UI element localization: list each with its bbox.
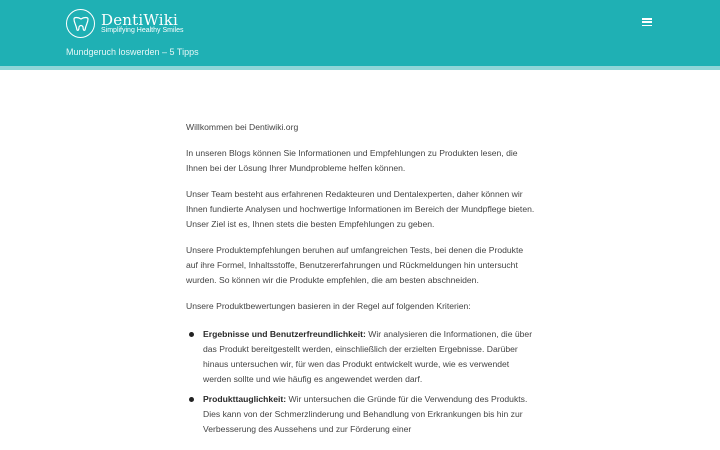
article-body xyxy=(186,120,536,442)
tooth-logo-icon xyxy=(66,9,95,38)
criteria-intro-paragraph: Unsere Produktbewertungen basieren in der Regel auf folgenden Kriterien: xyxy=(186,301,471,311)
logo-name: DentiWiki xyxy=(101,11,179,29)
site-header xyxy=(0,0,720,66)
hamburger-icon[interactable] xyxy=(642,18,652,26)
list-item xyxy=(186,327,536,387)
criterion-title: Produkttauglichkeit: xyxy=(203,394,287,404)
criterion-text: Wir analysieren die Informationen, die über das Produkt bereitgestellt werden, einschließlich der erzielten Ergebnisse. Darüber hinaus untersuchen wir, für wen das Produkt entwickelt wurde, wie es verwendet werden sollte und wie häufig es angewendet werden darf. xyxy=(203,329,533,384)
criterion-title: Ergebnisse und Benutzerfreundlichkeit: xyxy=(203,329,366,339)
header-divider xyxy=(0,66,720,70)
bullet-icon xyxy=(189,332,194,337)
logo-tagline: Simplifying Healthy Smiles xyxy=(101,27,184,34)
team-paragraph: Unser Team besteht aus erfahrenen Redakteuren und Dentalexperten, daher können wir Ihnen fundierte Analysen und hochwertige Informationen im Bereich der Mundpflege bieten. Unser Ziel ist es, Ihnen stets die besten Empfehlungen zu geben. xyxy=(186,189,535,229)
welcome-paragraph: Willkommen bei Dentiwiki.org xyxy=(186,122,299,132)
intro-paragraph: In unseren Blogs können Sie Informationen und Empfehlungen zu Produkten lesen, die Ihnen bei der Lösung Ihrer Mundprobleme helfen können. xyxy=(186,148,518,173)
recommendations-paragraph: Unsere Produktempfehlungen beruhen auf umfangreichen Tests, bei denen die Produkte auf ihre Formel, Inhaltsstoffe, Benutzererfahrungen und Rückmeldungen hin untersucht wurden. So können wir die Produkte empfehlen, die am besten abschneiden. xyxy=(186,245,524,285)
criterion-text: Wir untersuchen die Gründe für die Verwendung des Produkts. Dies kann von der Schmerzlinderung und Behandlung von Erkrankungen bis hin zur Verbesserung des Aussehens und zur Förderung einer xyxy=(203,394,528,434)
criteria-list xyxy=(186,327,536,437)
page-title: Mundgeruch loswerden – 5 Tipps xyxy=(66,47,199,57)
list-item xyxy=(186,392,536,437)
bullet-icon xyxy=(189,397,194,402)
